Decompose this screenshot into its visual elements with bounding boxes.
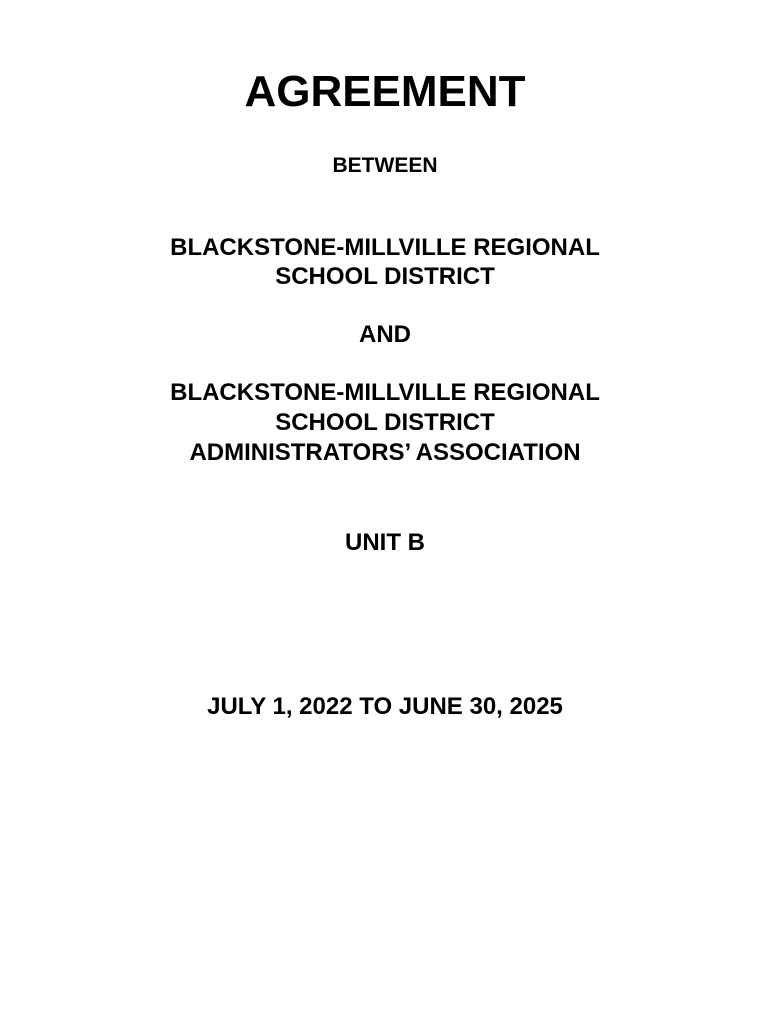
party-one-line-2: SCHOOL DISTRICT — [275, 263, 495, 290]
party-two-line-2: SCHOOL DISTRICT — [275, 409, 495, 436]
between-label: BETWEEN — [332, 154, 438, 177]
document-title: AGREEMENT — [244, 67, 526, 116]
unit-label: UNIT B — [345, 529, 425, 556]
party-two-line-1: BLACKSTONE-MILLVILLE REGIONAL — [170, 379, 600, 406]
and-label: AND — [359, 321, 411, 348]
party-one-line-1: BLACKSTONE-MILLVILLE REGIONAL — [170, 234, 600, 261]
agreement-term: JULY 1, 2022 TO JUNE 30, 2025 — [207, 693, 563, 720]
party-two-line-3: ADMINISTRATORS’ ASSOCIATION — [189, 439, 581, 466]
